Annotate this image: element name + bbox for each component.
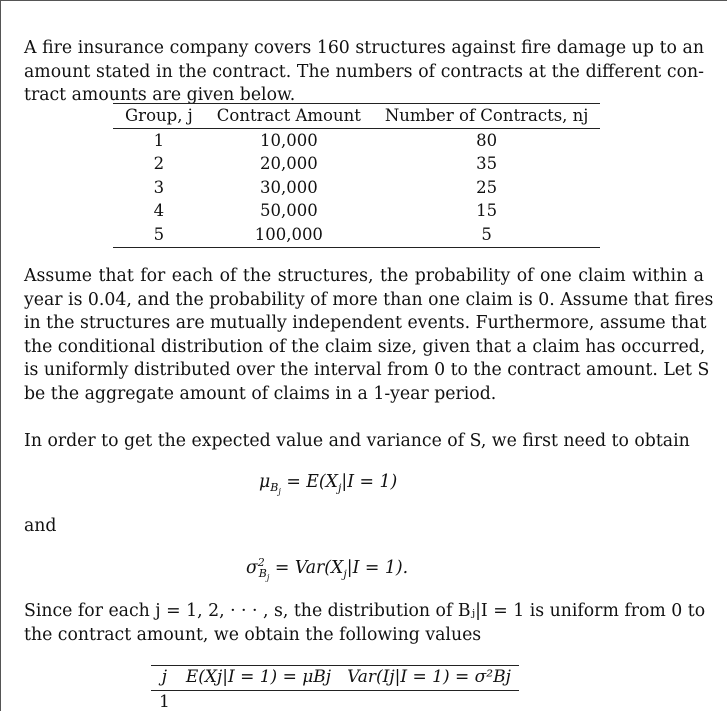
table-row — [113, 152, 600, 176]
order-paragraph — [24, 430, 704, 454]
cell-group: 5 — [153, 224, 165, 244]
assume-line-6: be the aggregate amount of claims in a 1-year period. — [24, 383, 497, 404]
cell-group: 3 — [153, 177, 165, 197]
cell-count: 15 — [476, 201, 498, 221]
header-expected-value: E(Xj|I = 1) = μBj — [185, 667, 332, 687]
assumptions-paragraph — [24, 265, 714, 407]
intro-paragraph — [24, 37, 704, 108]
intro-line-1: A fire insurance company covers 160 structures against fire damage up to an — [24, 38, 704, 58]
cell-amount: 30,000 — [259, 177, 318, 197]
cell-amount: 20,000 — [259, 154, 318, 174]
cell-j: 1 — [159, 691, 170, 712]
contracts-table — [113, 103, 600, 248]
cell-amount: 50,000 — [259, 201, 318, 221]
cell-group: 1 — [153, 130, 165, 150]
header-number-of-contracts: Number of Contracts, nj — [384, 106, 589, 125]
table-row — [151, 690, 519, 714]
order-line: In order to get the expected value and variance of S, we first need to obtain — [24, 431, 690, 451]
cell-variance — [339, 690, 519, 714]
intro-line-3: tract amounts are given below. — [24, 85, 296, 106]
header-variance: Var(Ij|I = 1) = σ²Bj — [347, 667, 511, 687]
equation-mu: $\mu_{B_j} = E(X_j|I = 1)$ — [259, 472, 398, 497]
moments-table — [151, 665, 519, 714]
assume-line-1: Assume that for each of the structures, the probability of one claim within a — [24, 266, 704, 286]
cell-count: 25 — [476, 177, 498, 197]
assume-line-4: the conditional distribution of the claim size, given that a claim has occurred, — [24, 336, 706, 357]
intro-line-2: amount stated in the contract. The numbers of contracts at the different con- — [24, 61, 704, 82]
header-contract-amount: Contract Amount — [216, 106, 361, 125]
header-j: j — [161, 667, 168, 687]
header-group: Group, j — [125, 106, 193, 125]
table-row — [113, 128, 600, 152]
since-line-2: the contract amount, we obtain the following values — [24, 624, 482, 645]
assume-line-2: year is 0.04, and the probability of more than one claim is 0. Assume that fires — [24, 289, 714, 310]
contracts-table-header — [113, 104, 600, 129]
assume-line-5: is uniformly distributed over the interval from 0 to the contract amount. Let S — [24, 360, 710, 381]
cell-count: 35 — [476, 154, 498, 174]
equation-sigma: $\sigma^2_{B_j} = Var(X_j|I = 1)$. — [246, 556, 409, 583]
and-word: and — [24, 516, 57, 536]
cell-expected — [178, 690, 339, 714]
cell-group: 2 — [153, 154, 165, 174]
cell-amount: 10,000 — [259, 130, 318, 150]
cell-count: 80 — [476, 130, 498, 150]
since-line-1: Since for each j = 1, 2, · · · , s, the distribution of Bⱼ|I = 1 is uniform from 0 to — [24, 601, 706, 621]
table-row — [113, 223, 600, 247]
cell-group: 4 — [153, 201, 165, 221]
cell-count: 5 — [481, 224, 492, 244]
assume-line-3: in the structures are mutually independent events. Furthermore, assume that — [24, 313, 707, 334]
moments-table-header — [151, 666, 519, 691]
table-row — [113, 176, 600, 200]
table-row — [113, 199, 600, 223]
cell-amount: 100,000 — [254, 224, 323, 244]
since-paragraph — [24, 600, 704, 647]
